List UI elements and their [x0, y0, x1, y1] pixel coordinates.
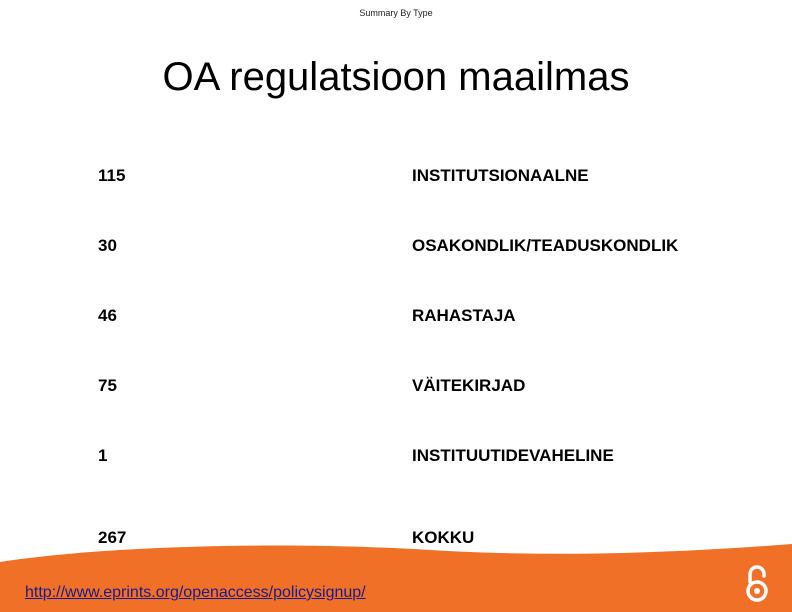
- page-title: OA regulatsioon maailmas: [162, 55, 630, 99]
- row-count: 1: [98, 446, 108, 465]
- row-label: INSTITUTSIONAALNE: [412, 166, 589, 185]
- row-label: RAHASTAJA: [412, 306, 516, 325]
- table-row: [98, 370, 718, 440]
- policy-signup-link[interactable]: http://www.eprints.org/openaccess/policysignup/: [25, 584, 366, 601]
- total-label: KOKKU: [412, 528, 475, 547]
- table-row: [98, 300, 718, 370]
- table-row: [98, 160, 718, 230]
- table-row: [98, 230, 718, 300]
- row-count: 75: [98, 376, 117, 395]
- row-count: 115: [98, 166, 126, 185]
- policy-summary-table: [98, 160, 718, 592]
- row-label: INSTITUUTIDEVAHELINE: [412, 446, 614, 465]
- summary-caption: Summary By Type: [359, 8, 433, 18]
- row-label: VÄITEKIRJAD: [412, 376, 526, 395]
- total-count: 267: [98, 528, 127, 547]
- row-count: 30: [98, 236, 117, 255]
- row-label: OSAKONDLIK/TEADUSKONDLIK: [412, 236, 679, 255]
- row-count: 46: [98, 306, 117, 325]
- table-row: [98, 440, 718, 510]
- open-access-icon: [740, 564, 774, 604]
